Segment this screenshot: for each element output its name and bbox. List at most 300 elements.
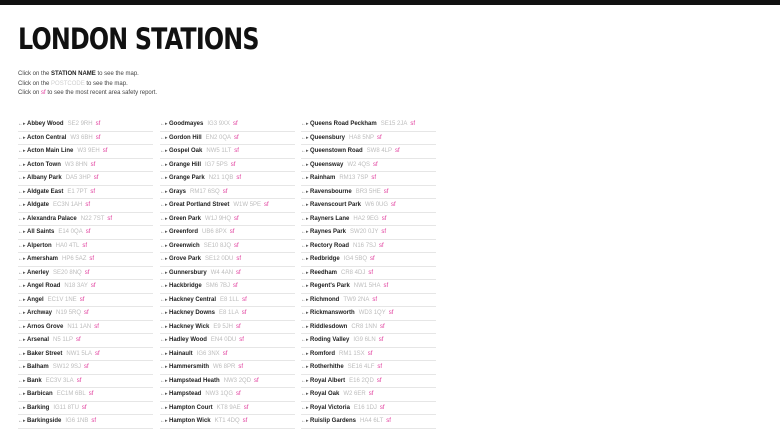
train-icon: ←▸ — [160, 188, 168, 195]
safety-report-link[interactable]: sf — [90, 283, 96, 290]
station-name-link[interactable]: Rotherhithe — [310, 364, 344, 371]
postcode-link[interactable]: SW12 9SJ — [52, 364, 82, 371]
postcode-link[interactable]: W1J 9HQ — [205, 215, 232, 222]
station-name-link[interactable]: All Saints — [27, 229, 55, 236]
station-name-link[interactable]: Hampton Court — [169, 404, 213, 411]
station-name-link[interactable]: Hammersmith — [169, 364, 210, 371]
postcode-link[interactable]: N16 7SJ — [353, 242, 377, 249]
station-row — [18, 307, 153, 321]
station-name-link[interactable]: Barking — [27, 404, 50, 411]
station-name-link[interactable]: Royal Victoria — [310, 404, 350, 411]
station-name-link[interactable]: Queensbury — [310, 134, 346, 141]
station-name-link[interactable]: Queens Road Peckham — [310, 121, 377, 128]
postcode-link[interactable]: RM13 7SP — [339, 175, 369, 182]
safety-report-link[interactable]: sf — [85, 202, 91, 209]
station-name-link[interactable]: Anerley — [27, 269, 50, 276]
station-name-link[interactable]: Hackney Wick — [169, 323, 210, 330]
station-name-link[interactable]: Redbridge — [310, 256, 340, 263]
postcode-link[interactable]: E9 5JH — [213, 323, 233, 330]
safety-report-link[interactable]: sf — [370, 256, 375, 263]
safety-report-link[interactable]: sf — [84, 269, 90, 276]
postcode-link[interactable]: IG6 1NB — [65, 418, 89, 425]
safety-report-link[interactable]: sf — [90, 161, 96, 168]
station-name-link[interactable]: Hainault — [169, 350, 193, 357]
station-row — [301, 172, 436, 186]
instructions — [18, 70, 157, 99]
postcode-link[interactable]: UB6 8PX — [202, 229, 227, 236]
station-name-link[interactable]: Barbican — [27, 391, 53, 398]
postcode-link[interactable]: RM17 6SQ — [190, 188, 220, 195]
postcode-link[interactable]: IG9 6LN — [353, 337, 376, 344]
safety-report-link[interactable]: sf — [84, 364, 89, 371]
station-name-link[interactable]: Arnos Grove — [27, 323, 64, 330]
station-name-link[interactable]: Aldgate East — [27, 188, 64, 195]
train-icon: ←▸ — [301, 296, 309, 303]
station-name-link[interactable]: Gunnersbury — [169, 269, 207, 276]
safety-report-link[interactable]: sf — [386, 418, 391, 425]
station-row — [18, 321, 153, 335]
station-name-link[interactable]: Grange Hill — [169, 161, 202, 168]
station-row — [301, 226, 436, 240]
train-icon: ←▸ — [160, 242, 168, 249]
instruction-text: to see the map. — [86, 80, 128, 87]
instruction-line — [18, 80, 157, 90]
train-icon: ←▸ — [301, 215, 309, 222]
instruction-text: Click on the — [18, 71, 50, 77]
station-name-link[interactable]: Greenwich — [169, 242, 200, 249]
safety-report-link[interactable]: sf — [372, 296, 378, 303]
train-icon: ←▸ — [160, 269, 168, 276]
postcode-link[interactable]: WD3 1QY — [358, 310, 386, 317]
station-row — [301, 253, 436, 267]
postcode-link[interactable]: EC1M 6BL — [56, 391, 86, 398]
train-icon: ←▸ — [18, 202, 26, 209]
station-name-link[interactable]: Aldgate — [27, 202, 50, 209]
safety-report-link[interactable]: sf — [391, 202, 396, 209]
safety-report-link[interactable]: sf — [388, 310, 394, 317]
train-icon: ←▸ — [18, 175, 26, 182]
safety-report-link[interactable]: sf — [90, 188, 96, 195]
safety-report-link[interactable]: sf — [236, 175, 242, 182]
postcode-link[interactable]: HA2 9EG — [353, 215, 379, 222]
train-icon: ←▸ — [301, 337, 309, 344]
station-name-link[interactable]: Gordon Hill — [169, 134, 202, 141]
train-icon: ←▸ — [18, 148, 26, 155]
train-icon: ←▸ — [18, 364, 26, 371]
train-icon: ←▸ — [18, 391, 26, 398]
station-row — [18, 267, 153, 281]
station-row — [18, 280, 153, 294]
postcode-link[interactable]: NW3 2QD — [223, 377, 252, 384]
safety-report-link[interactable]: sf — [243, 404, 249, 411]
safety-report-link[interactable]: sf — [91, 418, 97, 425]
station-row — [160, 361, 295, 375]
station-name-link[interactable]: Grange Park — [169, 175, 205, 182]
train-icon: ←▸ — [301, 175, 309, 182]
safety-report-link[interactable]: sf — [93, 175, 99, 182]
train-icon: ←▸ — [160, 350, 168, 357]
station-name-link[interactable]: Angel Road — [27, 283, 61, 290]
station-name-link[interactable]: Albany Park — [27, 175, 62, 182]
postcode-link[interactable]: SW8 4LP — [366, 148, 393, 155]
station-row — [160, 415, 295, 429]
station-row — [160, 267, 295, 281]
train-icon: ←▸ — [301, 323, 309, 330]
safety-report-link[interactable]: sf — [379, 242, 384, 249]
train-icon: ←▸ — [301, 229, 309, 236]
postcode-link[interactable]: N21 1QB — [208, 175, 234, 182]
station-row — [18, 361, 153, 375]
station-row — [301, 415, 436, 429]
safety-report-link[interactable]: sf — [381, 215, 387, 222]
postcode-link[interactable]: NW3 1QG — [205, 391, 234, 398]
postcode-link[interactable]: SW20 0JY — [350, 229, 379, 236]
station-name-link[interactable]: Hackbridge — [169, 283, 202, 290]
postcode-link[interactable]: EN4 0DU — [210, 337, 237, 344]
instruction-line — [18, 89, 157, 99]
station-row — [160, 145, 295, 159]
page-title: LONDON STATIONS — [18, 22, 259, 56]
station-name-link[interactable]: Grays — [169, 188, 187, 195]
safety-report-link[interactable]: sf — [107, 215, 113, 222]
postcode-link[interactable]: EN2 0QA — [205, 134, 232, 141]
station-name-link[interactable]: Riddlesdown — [310, 323, 348, 330]
train-icon: ←▸ — [160, 337, 168, 344]
station-name-link[interactable]: Great Portland Street — [169, 202, 230, 209]
postcode-link[interactable]: EC1V 1NE — [47, 296, 77, 303]
train-icon: ←▸ — [18, 215, 26, 222]
train-icon: ←▸ — [18, 242, 26, 249]
train-icon: ←▸ — [18, 337, 26, 344]
station-row — [301, 294, 436, 308]
postcode-link[interactable]: SM6 7BJ — [205, 283, 231, 290]
station-name-link[interactable]: Acton Main Line — [27, 148, 74, 155]
instruction-keyword: sf — [41, 90, 46, 96]
safety-report-link[interactable]: sf — [377, 364, 383, 371]
safety-report-link[interactable]: sf — [84, 310, 89, 317]
safety-report-link[interactable]: sf — [229, 229, 235, 236]
train-icon: ←▸ — [18, 283, 26, 290]
station-row — [301, 388, 436, 402]
safety-report-link[interactable]: sf — [76, 377, 82, 384]
station-name-link[interactable]: Queenstown Road — [310, 148, 363, 155]
safety-report-link[interactable]: sf — [395, 148, 400, 155]
postcode-link[interactable]: E16 2QD — [349, 377, 374, 384]
safety-report-link[interactable]: sf — [95, 121, 101, 128]
safety-report-link[interactable]: sf — [88, 391, 94, 398]
postcode-link[interactable]: IG11 8TU — [53, 404, 79, 411]
safety-report-link[interactable]: sf — [241, 310, 247, 317]
postcode-link[interactable]: NW1 5HA — [353, 283, 381, 290]
station-name-link[interactable]: Richmond — [310, 296, 340, 303]
safety-report-link[interactable]: sf — [381, 229, 387, 236]
safety-report-link[interactable]: sf — [239, 337, 244, 344]
safety-report-link[interactable]: sf — [254, 377, 259, 384]
safety-report-link[interactable]: sf — [234, 148, 239, 155]
station-name-link[interactable]: Goodmayes — [169, 121, 204, 128]
station-name-link[interactable]: Reedham — [310, 269, 338, 276]
station-name-link[interactable]: Hampstead Heath — [169, 377, 220, 384]
postcode-link[interactable]: HA8 5NP — [349, 134, 375, 141]
postcode-link[interactable]: IG6 3NX — [196, 350, 220, 357]
train-icon: ←▸ — [18, 121, 26, 128]
postcode-link[interactable]: W3 8HN — [64, 161, 88, 168]
safety-report-link[interactable]: sf — [236, 256, 242, 263]
station-column-1 — [18, 118, 153, 429]
safety-report-link[interactable]: sf — [383, 188, 389, 195]
train-icon: ←▸ — [301, 310, 309, 317]
station-row — [301, 334, 436, 348]
station-name-link[interactable]: Rayners Lane — [310, 215, 350, 222]
train-icon: ←▸ — [301, 121, 309, 128]
safety-report-link[interactable]: sf — [242, 418, 248, 425]
train-icon: ←▸ — [18, 310, 26, 317]
station-name-link[interactable]: Rainham — [310, 175, 336, 182]
station-name-link[interactable]: Green Park — [169, 215, 202, 222]
postcode-link[interactable]: W2 4QS — [347, 161, 371, 168]
safety-report-link[interactable]: sf — [236, 391, 241, 398]
station-name-link[interactable]: Alperton — [27, 242, 52, 249]
safety-report-link[interactable]: sf — [222, 350, 228, 357]
station-row — [160, 159, 295, 173]
postcode-link[interactable]: W1W 5PE — [233, 202, 262, 209]
safety-report-link[interactable]: sf — [371, 175, 377, 182]
postcode-link[interactable]: KT1 4DQ — [214, 418, 240, 425]
postcode-link[interactable]: NW1 5LA — [66, 350, 93, 357]
postcode-link[interactable]: W6 0UG — [365, 202, 389, 209]
postcode-link[interactable]: N19 5RQ — [56, 310, 82, 317]
station-row — [160, 132, 295, 146]
safety-report-link[interactable]: sf — [410, 121, 416, 128]
station-name-link[interactable]: Hampstead — [169, 391, 202, 398]
station-name-link[interactable]: Archway — [27, 310, 53, 317]
station-name-link[interactable]: Grove Park — [169, 256, 202, 263]
safety-report-link[interactable]: sf — [89, 256, 95, 263]
safety-report-link[interactable]: sf — [236, 269, 241, 276]
safety-report-link[interactable]: sf — [76, 337, 81, 344]
postcode-link[interactable]: N11 1AN — [67, 323, 92, 330]
station-row — [18, 118, 153, 132]
station-row — [160, 240, 295, 254]
station-name-link[interactable]: Raynes Park — [310, 229, 347, 236]
postcode-link[interactable]: EC3V 3LA — [45, 377, 74, 384]
station-name-link[interactable]: Hackney Central — [169, 296, 217, 303]
train-icon: ←▸ — [160, 418, 168, 425]
station-row — [301, 267, 436, 281]
safety-report-link[interactable]: sf — [368, 391, 374, 398]
station-row — [18, 186, 153, 200]
postcode-link[interactable]: E8 1LL — [220, 296, 240, 303]
station-row — [160, 226, 295, 240]
postcode-link[interactable]: N22 7ST — [80, 215, 105, 222]
safety-report-link[interactable]: sf — [85, 229, 91, 236]
safety-report-link[interactable]: sf — [234, 134, 239, 141]
station-row — [160, 118, 295, 132]
train-icon: ←▸ — [160, 229, 168, 236]
station-row — [301, 240, 436, 254]
postcode-link[interactable]: E8 1LA — [219, 310, 239, 317]
postcode-link[interactable]: HP6 5AZ — [62, 256, 87, 263]
postcode-link[interactable]: SE20 8NQ — [53, 269, 82, 276]
safety-report-link[interactable]: sf — [242, 296, 247, 303]
postcode-link[interactable]: SE16 4LF — [347, 364, 375, 371]
postcode-link[interactable]: NW5 1LT — [206, 148, 232, 155]
instruction-line — [18, 70, 157, 80]
safety-report-link[interactable]: sf — [383, 283, 389, 290]
postcode-link[interactable]: SE10 8JQ — [203, 242, 232, 249]
station-name-link[interactable]: Royal Oak — [310, 391, 340, 398]
postcode-link[interactable]: RM1 1SX — [339, 350, 365, 357]
station-row — [301, 402, 436, 416]
postcode-link[interactable]: W3 6BH — [70, 134, 93, 141]
station-name-link[interactable]: Hadley Wood — [169, 337, 207, 344]
train-icon: ←▸ — [301, 391, 309, 398]
safety-report-link[interactable]: sf — [238, 364, 244, 371]
safety-report-link[interactable]: sf — [373, 161, 378, 168]
postcode-link[interactable]: SE12 0DU — [205, 256, 234, 263]
station-name-link[interactable]: Ravenscourt Park — [310, 202, 362, 209]
postcode-link[interactable]: W3 9EH — [77, 148, 100, 155]
postcode-link[interactable]: DA5 3HP — [65, 175, 91, 182]
station-name-link[interactable]: Balham — [27, 364, 49, 371]
safety-report-link[interactable]: sf — [378, 337, 384, 344]
safety-report-link[interactable]: sf — [234, 242, 239, 249]
instruction-text: to see the map. — [97, 71, 139, 77]
train-icon: ←▸ — [160, 323, 168, 330]
station-name-link[interactable]: Regent's Park — [310, 283, 350, 290]
postcode-link[interactable]: KT8 9AE — [216, 404, 241, 411]
safety-report-link[interactable]: sf — [264, 202, 269, 209]
safety-report-link[interactable]: sf — [377, 134, 382, 141]
station-name-link[interactable]: Baker Street — [27, 350, 63, 357]
train-icon: ←▸ — [160, 202, 168, 209]
station-name-link[interactable]: Ravensbourne — [310, 188, 352, 195]
safety-report-link[interactable]: sf — [367, 350, 373, 357]
postcode-link[interactable]: HA4 6LT — [360, 418, 384, 425]
station-name-link[interactable]: Roding Valley — [310, 337, 350, 344]
station-name-link[interactable]: Gospel Oak — [169, 148, 203, 155]
safety-report-link[interactable]: sf — [81, 404, 87, 411]
station-name-link[interactable]: Acton Town — [27, 161, 61, 168]
safety-report-link[interactable]: sf — [230, 161, 236, 168]
postcode-link[interactable]: N5 1LP — [53, 337, 74, 344]
station-name-link[interactable]: Arsenal — [27, 337, 50, 344]
station-row — [301, 321, 436, 335]
station-name-link[interactable]: Amersham — [27, 256, 59, 263]
postcode-link[interactable]: CR8 1NN — [351, 323, 378, 330]
station-row — [160, 375, 295, 389]
station-row — [160, 253, 295, 267]
safety-report-link[interactable]: sf — [95, 134, 101, 141]
postcode-link[interactable]: HA0 4TL — [55, 242, 80, 249]
train-icon: ←▸ — [301, 161, 309, 168]
station-name-link[interactable]: Alexandra Palace — [27, 215, 77, 222]
train-icon: ←▸ — [160, 175, 168, 182]
safety-report-link[interactable]: sf — [102, 148, 108, 155]
postcode-link[interactable]: E16 1DJ — [353, 404, 377, 411]
top-bar — [0, 0, 780, 5]
safety-report-link[interactable]: sf — [233, 283, 238, 290]
postcode-link[interactable]: IG4 5BQ — [343, 256, 368, 263]
safety-report-link[interactable]: sf — [234, 215, 239, 222]
postcode-link[interactable]: IG7 5PS — [205, 161, 228, 168]
station-row — [301, 132, 436, 146]
station-name-link[interactable]: Rickmansworth — [310, 310, 355, 317]
station-row — [301, 213, 436, 227]
station-name-link[interactable]: Hampton Wick — [169, 418, 211, 425]
safety-report-link[interactable]: sf — [379, 404, 385, 411]
postcode-link[interactable]: TW9 2NA — [343, 296, 370, 303]
safety-report-link[interactable]: sf — [95, 350, 100, 357]
postcode-link[interactable]: CR8 4DJ — [341, 269, 366, 276]
station-name-link[interactable]: Bank — [27, 377, 42, 384]
station-row — [18, 172, 153, 186]
train-icon: ←▸ — [301, 134, 309, 141]
station-row — [18, 334, 153, 348]
station-name-link[interactable]: Queensway — [310, 161, 344, 168]
station-name-link[interactable]: Angel — [27, 296, 44, 303]
station-name-link[interactable]: Barkingside — [27, 418, 62, 425]
train-icon: ←▸ — [18, 134, 26, 141]
postcode-link[interactable]: W6 8PR — [213, 364, 236, 371]
station-row — [18, 132, 153, 146]
station-row — [160, 172, 295, 186]
safety-report-link[interactable]: sf — [376, 377, 382, 384]
postcode-link[interactable]: E1 7PT — [67, 188, 88, 195]
station-row — [160, 402, 295, 416]
station-row — [160, 348, 295, 362]
safety-report-link[interactable]: sf — [368, 269, 374, 276]
train-icon: ←▸ — [160, 148, 168, 155]
station-name-link[interactable]: Hackney Downs — [169, 310, 216, 317]
safety-report-link[interactable]: sf — [380, 323, 385, 330]
train-icon: ←▸ — [301, 283, 309, 290]
train-icon: ←▸ — [18, 269, 26, 276]
postcode-link[interactable]: IG3 9XX — [207, 121, 231, 128]
train-icon: ←▸ — [160, 215, 168, 222]
safety-report-link[interactable]: sf — [82, 242, 88, 249]
postcode-link[interactable]: W4 4AN — [210, 269, 234, 276]
station-name-link[interactable]: Rectory Road — [310, 242, 350, 249]
postcode-link[interactable]: W2 6ER — [343, 391, 366, 398]
postcode-link[interactable]: SE2 9RH — [67, 121, 93, 128]
postcode-link[interactable]: E14 0QA — [58, 229, 83, 236]
station-name-link[interactable]: Romford — [310, 350, 335, 357]
safety-report-link[interactable]: sf — [94, 323, 99, 330]
station-name-link[interactable]: Acton Central — [27, 134, 67, 141]
safety-report-link[interactable]: sf — [233, 121, 238, 128]
station-name-link[interactable]: Greenford — [169, 229, 199, 236]
safety-report-link[interactable]: sf — [236, 323, 241, 330]
postcode-link[interactable]: EC3N 1AH — [53, 202, 83, 209]
train-icon: ←▸ — [160, 404, 168, 411]
station-name-link[interactable]: Ruislip Gardens — [310, 418, 357, 425]
instruction-text: Click on — [18, 90, 40, 96]
station-row — [18, 199, 153, 213]
safety-report-link[interactable]: sf — [79, 296, 85, 303]
train-icon: ←▸ — [160, 364, 168, 371]
postcode-link[interactable]: N18 3AY — [64, 283, 88, 290]
train-icon: ←▸ — [18, 188, 26, 195]
postcode-link[interactable]: SE15 2JA — [380, 121, 408, 128]
station-row — [18, 402, 153, 416]
postcode-link[interactable]: BR3 5HE — [355, 188, 381, 195]
train-icon: ←▸ — [301, 188, 309, 195]
station-row — [18, 348, 153, 362]
safety-report-link[interactable]: sf — [222, 188, 228, 195]
station-name-link[interactable]: Royal Albert — [310, 377, 346, 384]
station-name-link[interactable]: Abbey Wood — [27, 121, 64, 128]
